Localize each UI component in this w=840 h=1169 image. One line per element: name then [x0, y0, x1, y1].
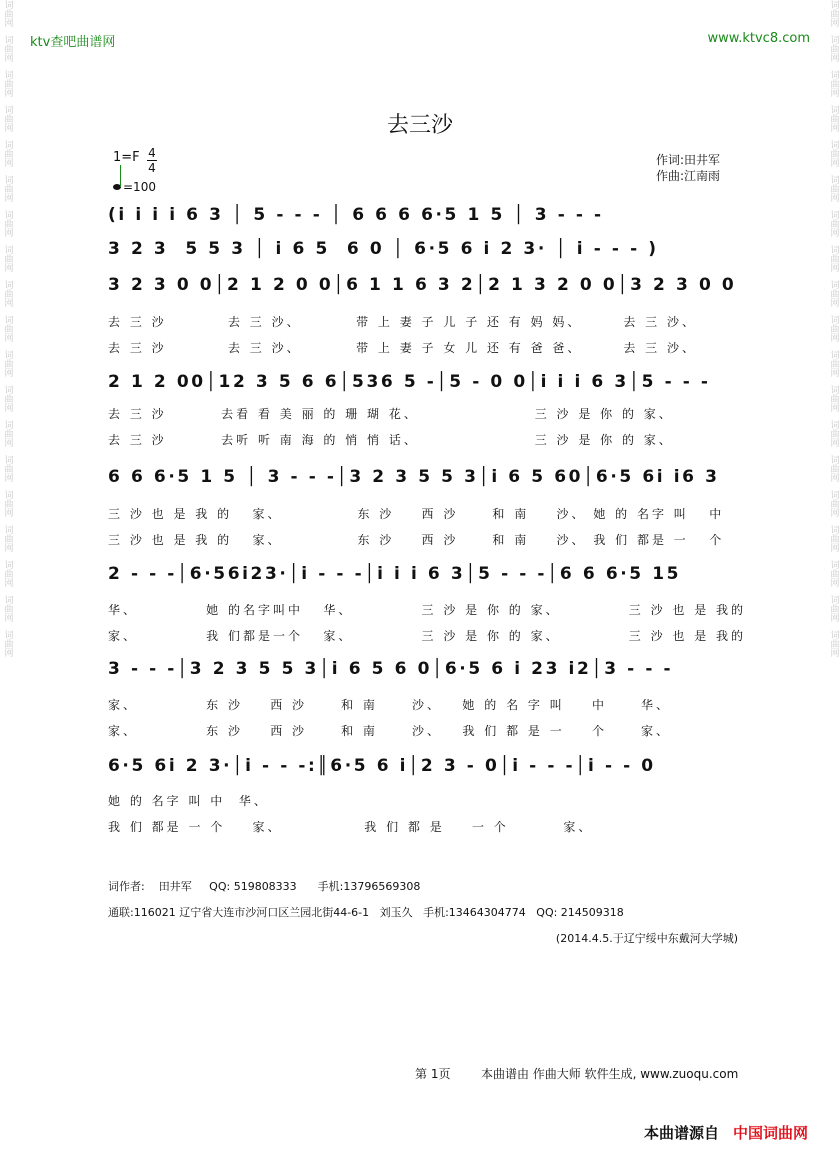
credits	[656, 152, 720, 184]
score-row: (i i i i 6 3 │ 5 - - - │ 6 6 6 6·5 1 5 │ 3 - - -	[108, 205, 604, 225]
time-signature	[147, 146, 157, 175]
footer	[415, 1065, 738, 1082]
watermark-text: 词曲网	[2, 140, 13, 167]
watermark-text: 词曲网	[2, 35, 13, 62]
watermark-text: 词曲网	[2, 490, 13, 517]
page-number: 第 1页	[415, 1067, 451, 1081]
header-site-url[interactable]: www.ktvc8.com	[707, 31, 810, 46]
watermark-text: 词曲网	[2, 315, 13, 342]
lyric-line: 去 三 沙 去听 听 南 海 的 悄 悄 话、 三 沙 是 你 的 家、	[108, 433, 674, 447]
watermark-text: 词曲网	[2, 210, 13, 237]
lyric-line: 家、 东 沙 西 沙 和 南 沙、 她 的 名 字 叫 中 华、	[108, 698, 672, 712]
watermark-text: 词曲网	[828, 455, 839, 482]
info-date: (2014.4.5.于辽宁绥中东戴河大学城)	[555, 932, 738, 945]
info-author: 词作者: 田井军 QQ: 519808333 手机:13796569308	[108, 880, 421, 893]
lyric-line: 她 的 名字 叫 中 华、	[108, 794, 269, 808]
lyric-line: 三 沙 也 是 我 的 家、 东 沙 西 沙 和 南 沙、 我 们 都是 一 个	[108, 533, 725, 547]
watermark-text: 词曲网	[2, 70, 13, 97]
watermark-text: 词曲网	[828, 420, 839, 447]
watermark-text: 词曲网	[2, 525, 13, 552]
score-row: 3 2 3 5 5 3 │ i 6 5 6 0 │ 6·5 6 i 2 3· │ i - - - )	[108, 239, 659, 259]
score-row: 6 6 6·5 1 5 │ 3 - - -│3 2 3 5 5 3│i 6 5 60│6·5 6i i6 3	[108, 467, 720, 487]
header-site-name: ktv查吧曲谱网	[30, 35, 116, 50]
watermark-text: 词曲网	[828, 35, 839, 62]
song-title: 去三沙	[386, 113, 453, 138]
lyricist: 作词:田井军	[656, 153, 721, 167]
right-watermark-strip	[826, 0, 840, 1169]
watermark-text: 词曲网	[828, 630, 839, 657]
watermark-text: 词曲网	[2, 420, 13, 447]
meter-top: 4	[148, 146, 156, 160]
watermark-text: 词曲网	[828, 175, 839, 202]
tempo-mark	[113, 180, 156, 194]
watermark-text: 词曲网	[2, 385, 13, 412]
lyric-line: 去 三 沙 去 三 沙、 带 上 妻 子 女 儿 还 有 爸 爸、 去 三 沙、	[108, 341, 697, 355]
watermark-text: 词曲网	[828, 560, 839, 587]
watermark-text: 词曲网	[828, 70, 839, 97]
watermark-text: 词曲网	[828, 385, 839, 412]
watermark-text: 词曲网	[2, 105, 13, 132]
lyric-line: 去 三 沙 去 三 沙、 带 上 妻 子 儿 子 还 有 妈 妈、 去 三 沙、	[108, 315, 697, 329]
lyric-line: 三 沙 也 是 我 的 家、 东 沙 西 沙 和 南 沙、 她 的 名字 叫 中	[108, 507, 725, 521]
source-label: 本曲谱源自	[643, 1124, 719, 1142]
watermark-text: 词曲网	[828, 245, 839, 272]
watermark-text: 词曲网	[828, 315, 839, 342]
watermark-text: 词曲网	[828, 490, 839, 517]
watermark-text: 词曲网	[2, 280, 13, 307]
composer: 作曲:江南雨	[656, 169, 721, 183]
watermark-text: 词曲网	[2, 0, 13, 27]
score-row: 6·5 6i 2 3·│i - - -:║6·5 6 i│2 3 - 0│i - - -│i - - 0	[108, 756, 656, 776]
score-row: 2 1 2 00│12 3 5 6 6│536 5 -│5 - 0 0│i i i 6 3│5 - - -	[108, 372, 711, 392]
source-site[interactable]: 中国词曲网	[732, 1124, 808, 1142]
lyric-line: 家、 我 们都是一个 家、 三 沙 是 你 的 家、 三 沙 也 是 我的	[108, 629, 747, 643]
watermark-text: 词曲网	[828, 280, 839, 307]
watermark-text: 词曲网	[2, 595, 13, 622]
score-row: 3 - - -│3 2 3 5 5 3│i 6 5 6 0│6·5 6 i 23 i2│3 - - -	[108, 659, 674, 679]
key-signature: 1=F	[113, 150, 140, 165]
watermark-text: 词曲网	[828, 595, 839, 622]
tempo-value: =100	[123, 180, 156, 194]
lyric-line: 华、 她 的名字叫中 华、 三 沙 是 你 的 家、 三 沙 也 是 我的	[108, 603, 747, 617]
source-credit	[644, 1122, 808, 1143]
watermark-text: 词曲网	[2, 560, 13, 587]
quarter-note-icon	[113, 184, 121, 190]
watermark-text: 词曲网	[2, 350, 13, 377]
lyric-line: 去 三 沙 去看 看 美 丽 的 珊 瑚 花、 三 沙 是 你 的 家、	[108, 407, 674, 421]
generated-by: 本曲谱由 作曲大师 软件生成, www.zuoqu.com	[480, 1067, 739, 1081]
left-watermark-strip	[0, 0, 14, 1169]
meter-bottom: 4	[148, 161, 156, 175]
watermark-text: 词曲网	[828, 105, 839, 132]
watermark-text: 词曲网	[828, 0, 839, 27]
watermark-text: 词曲网	[2, 455, 13, 482]
watermark-text: 词曲网	[2, 245, 13, 272]
score-row: 3 2 3 0 0│2 1 2 0 0│6 1 1 6 3 2│2 1 3 2 0 0│3 2 3 0 0	[108, 275, 737, 295]
watermark-text: 词曲网	[2, 630, 13, 657]
info-contact: 通联:116021 辽宁省大连市沙河口区兰园北街44-6-1 刘玉久 手机:13464304774 QQ: 214509318	[108, 906, 624, 919]
watermark-text: 词曲网	[828, 140, 839, 167]
watermark-text: 词曲网	[2, 175, 13, 202]
watermark-text: 词曲网	[828, 525, 839, 552]
watermark-text: 词曲网	[828, 210, 839, 237]
score-row: 2 - - -│6·56i23·│i - - -│i i i 6 3│5 - - -│6 6 6·5 15	[108, 564, 682, 584]
lyric-line: 家、 东 沙 西 沙 和 南 沙、 我 们 都 是 一 个 家、	[108, 724, 672, 738]
lyric-line: 我 们 都是 一 个 家、 我 们 都 是 一 个 家、	[108, 820, 594, 834]
watermark-text: 词曲网	[828, 350, 839, 377]
